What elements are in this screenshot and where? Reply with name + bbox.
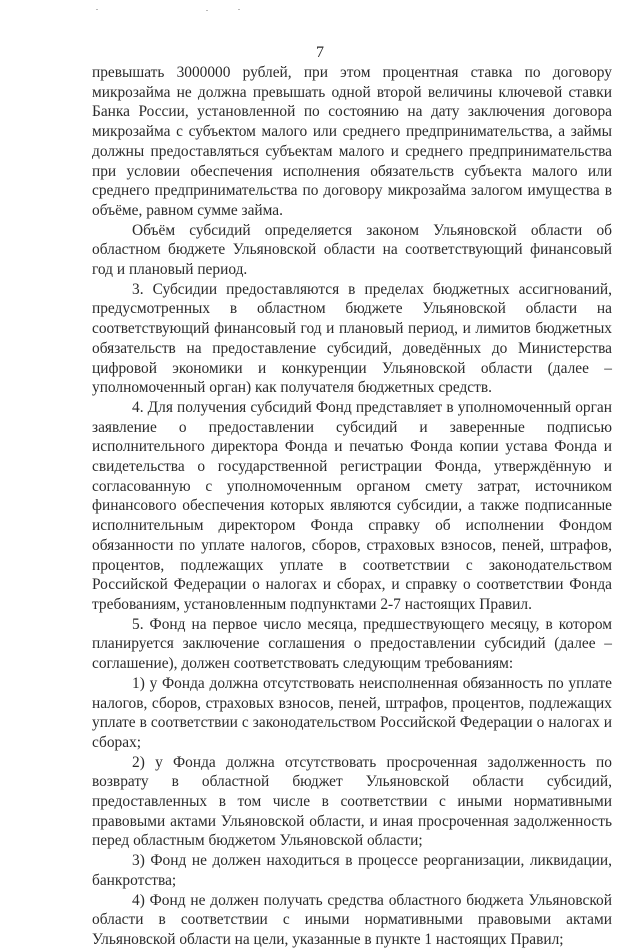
scan-artifact	[206, 10, 208, 11]
paragraph-subsidy-volume: Объём субсидий определяется законом Ульяновской области об областном бюджете Ульяновской области на соответствующий финансовый год и плановый период.	[92, 221, 612, 279]
document-body	[92, 63, 612, 950]
paragraph-continuation: превышать 3000000 рублей, при этом процентная ставка по договору микрозайма не должна превышать одной второй величины ключевой ставки Банка России, установленной по состоянию на дату заключения договора микрозайма с субъектом малого или среднего предпринимательства, а займы должны предоставляться субъектам малого и среднего предпринимательства при условии обеспечения исполнения обязательств субъекта малого или среднего предпринимательства по договору микрозайма залогом имущества в объёме, равном сумме займа.	[92, 64, 612, 219]
scan-artifact	[96, 9, 98, 10]
paragraph-clause-5: 5. Фонд на первое число месяца, предшествующего месяцу, в котором планируется заключение соглашения о предоставлении субсидий (далее – соглашение), должен соответствовать следующим требованиям:	[92, 615, 612, 673]
page-number: 7	[316, 44, 324, 61]
paragraph-requirement-3: 3) Фонд не должен находиться в процессе реорганизации, ликвидации, банкротства;	[92, 852, 612, 889]
paragraph-requirement-2: 2) у Фонда должна отсутствовать просроченная задолженность по возврату в областной бюджет Ульяновской области субсидий, предоставленных в том числе в соответствии с иными нормативными правовыми актами Ульяновской области, и иная просроченная задолженность перед областным бюджетом Ульяновской области;	[92, 753, 612, 850]
scan-artifact	[238, 9, 240, 10]
paragraph-clause-3: 3. Субсидии предоставляются в пределах бюджетных ассигнований, предусмотренных в областном бюджете Ульяновской области на соответствующий финансовый год и плановый период, и лимитов бюджетных обязательств на предоставление субсидий, доведённых до Министерства цифровой экономики и конкуренции Ульяновской области (далее – уполномоченный орган) как получателя бюджетных средств.	[92, 280, 612, 397]
paragraph-requirement-4: 4) Фонд не должен получать средства областного бюджета Ульяновской области в соответствии с иными нормативными правовыми актами Ульяновской области на цели, указанные в пункте 1 настоящих Правил;	[92, 891, 612, 948]
paragraph-requirement-1: 1) у Фонда должна отсутствовать неисполненная обязанность по уплате налогов, сборов, страховых взносов, пеней, штрафов, процентов, подлежащих уплате в соответствии с законодательством Российской Федерации о налогах и сборах;	[92, 674, 612, 751]
paragraph-clause-4: 4. Для получения субсидий Фонд представляет в уполномоченный орган заявление о предоставлении субсидий и заверенные подписью исполнительного директора Фонда и печатью Фонда копии устава Фонда и свидетельства о государственной регистрации Фонда, утверждённую и согласованную с уполномоченным органом смету затрат, источником финансового обеспечения которых являются субсидии, а также подписанные исполнительным директором Фонда справку об исполнении Фондом обязанности по уплате налогов, сборов, страховых взносов, пеней, штрафов, процентов, подлежащих уплате в соответствии с законодательством Российской Федерации о налогах и сборах, и справку о соответствии Фонда требованиям, установленным подпунктами 2-7 настоящих Правил.	[92, 398, 612, 613]
